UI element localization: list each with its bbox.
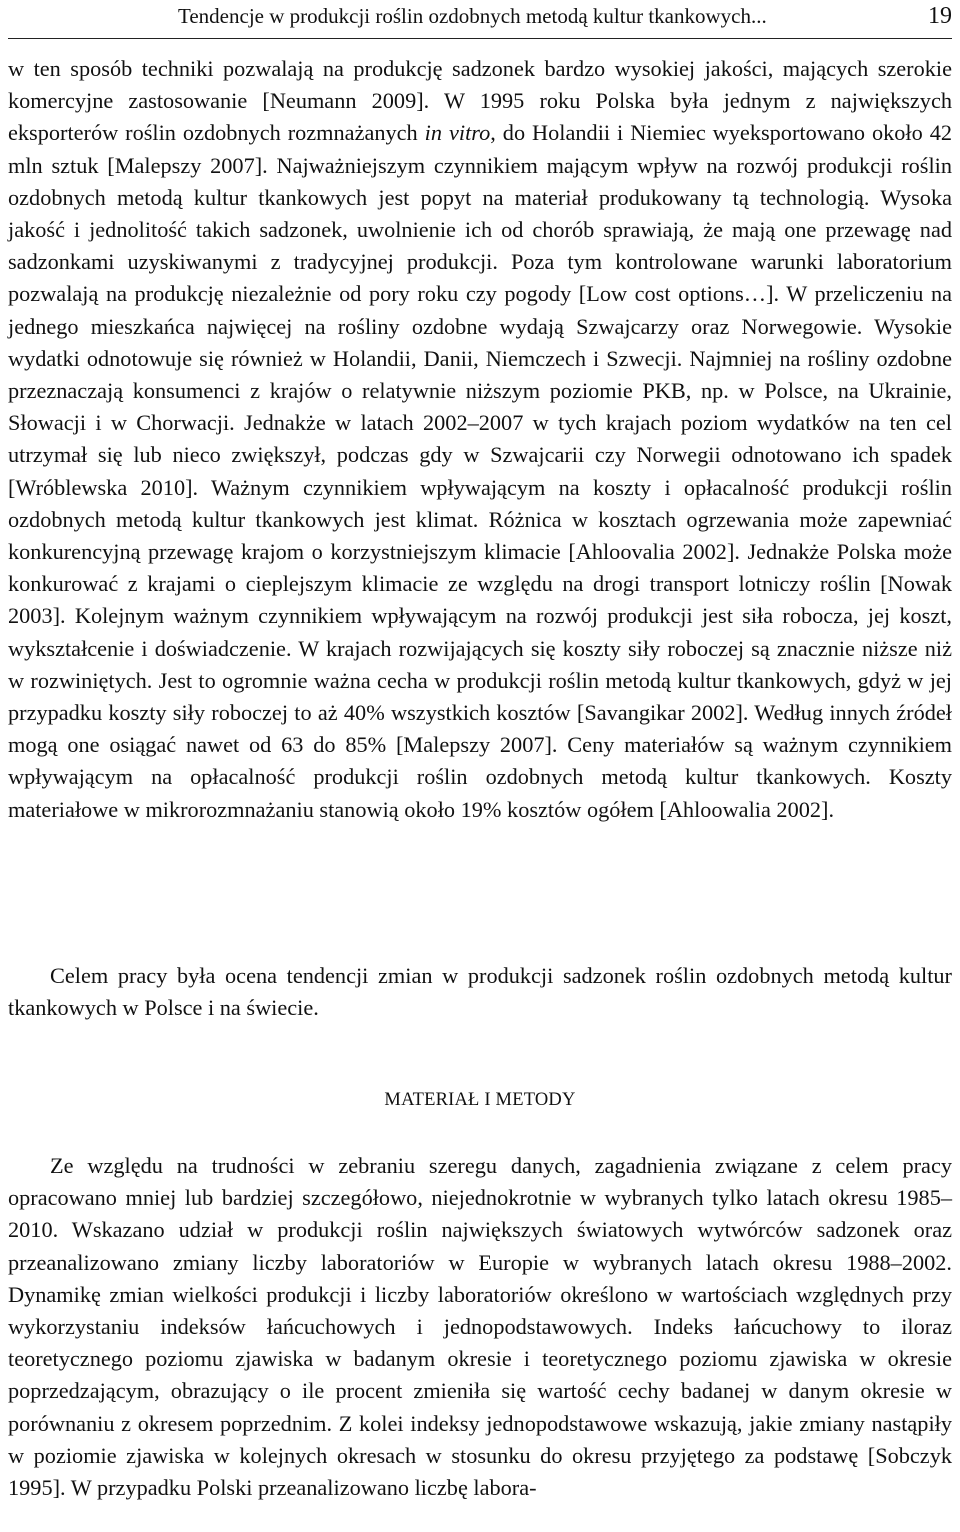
section-heading: MATERIAŁ I METODY	[384, 1090, 576, 1110]
running-title: Tendencje w produkcji roślin ozdobnych metodą kultur tkankowych...	[178, 4, 767, 28]
body-paragraph-2	[8, 960, 952, 1024]
paragraph-3-text: Ze względu na trudności w zebraniu szeregu danych, zagadnienia związane z celem pracy opracowano mniej lub bardziej szczegółowo, niejednokrotnie w wybranych tylko latach okresu 1985–2010. Wskazano udział w produkcji roślin największych światowych wytwórców sadzonek oraz przeanalizowano zmiany liczby laboratoriów w Europie w wybranych latach okresu 1988–2002. Dynamikę zmian wielkości produkcji i liczby laboratoriów określono w wartościach względnych przy wykorzystaniu indeksów łańcuchowych i jednopodstawowych. Indeks łańcuchowy to iloraz teoretycznego poziomu zjawiska w badanym okresie i teoretycznego poziomu zjawiska w okresie poprzedzającym, obrazujący o ile procent zmieniła się wartość cechy badanej w danym okresie w porównaniu z okresem poprzednim. Z kolei indeksy jednopodstawowe wskazują, jakie zmiany nastąpiły w poziomie zjawiska w kolejnych okresach w stosunku do okresu przyjętego za podstawę [Sobczyk 1995]. W przypadku Polski przeanalizowano liczbę labora-	[8, 1153, 952, 1501]
italic-term: in vitro	[424, 120, 491, 146]
paragraph-2-text: Celem pracy była ocena tendencji zmian w produkcji sadzonek roślin ozdobnych metodą kultur tkankowych w Polsce i na świecie.	[8, 963, 952, 1021]
body-paragraph-1	[8, 53, 952, 826]
running-header	[8, 0, 952, 39]
paragraph-1-text-end: , do Holandii i Niemiec wyeksportowano około 42 mln sztuk [Malepszy 2007]. Najważniejszym czynnikiem mającym wpływ na rozwój produkcji roślin ozdobnych metodą kultur tkankowych jest popyt na materiał produkowany tą technologią. Wysoka jakość i jednolitość takich sadzonek, uwolnienie ich od chorób sprawiają, że mają one przewagę nad sadzonkami uzyskiwanymi z tradycyjnej produkcji. Poza tym kontrolowane warunki laboratorium pozwalają na produkcję niezależnie od pory roku czy pogody [Low cost options…]. W przeliczeniu na jednego mieszkańca najwięcej na rośliny ozdobne wydają Szwajcarzy oraz Norwegowie. Wysokie wydatki odnotowuje się również w Holandii, Danii, Niemczech i Szwecji. Najmniej na rośliny ozdobne przeznaczają konsumenci z krajów o relatywnie niższym poziomie PKB, np. w Polsce, na Ukrainie, Słowacji i w Chorwacji. Jednakże w latach 2002–2007 w tych krajach poziom wydatków na ten cel utrzymał się lub nieco zwiększył, podczas gdy w Szwajcarii czy Norwegii odnotowano ich spadek [Wróblewska 2010]. Ważnym czynnikiem wpływającym na koszty i opłacalność produkcji roślin ozdobnych metodą kultur tkankowych jest klimat. Różnica w kosztach ogrzewania może zapewniać konkurencyjną przewagę krajom o korzystniejszym klimacie [Ahloovalia 2002]. Jednakże Polska może konkurować z krajami o cieplejszym klimacie ze względu na drogi transport lotniczy roślin [Nowak 2003]. Kolejnym ważnym czynnikiem wpływającym na rozwój produkcji jest siła robocza, jej koszt, wykształcenie i doświadczenie. W krajach rozwijających się koszty siły roboczej są znacznie niższe niż w rozwiniętych. Jest to ogromnie ważna cecha w produkcji roślin metodą kultur tkankowych, gdyż w jej przypadku koszty siły roboczej to aż 40% wszystkich kosztów [Savangikar 2002]. Według innych źródeł mogą one osiągać nawet od 63 do 85% [Malepszy 2007]. Ceny materiałów są ważnym czynnikiem wpływającym na opłacalność produkcji roślin ozdobnych metodą kultur tkankowych. Koszty materiałowe w mikrorozmnażaniu stanowią około 19% kosztów ogółem [Ahloowalia 2002].	[8, 120, 953, 822]
page-number: 19	[928, 3, 952, 29]
body-paragraph-3	[8, 1150, 952, 1504]
paragraph-1-text-start: w ten sposób techniki pozwalają na produkcję sadzonek bardzo wysokiej jakości, mających szerokie komercyjne zastosowanie [Neumann 2009]. W 1995 roku Polska była jednym z największych eksporterów roślin ozdobnych rozmnażanych	[8, 56, 952, 146]
